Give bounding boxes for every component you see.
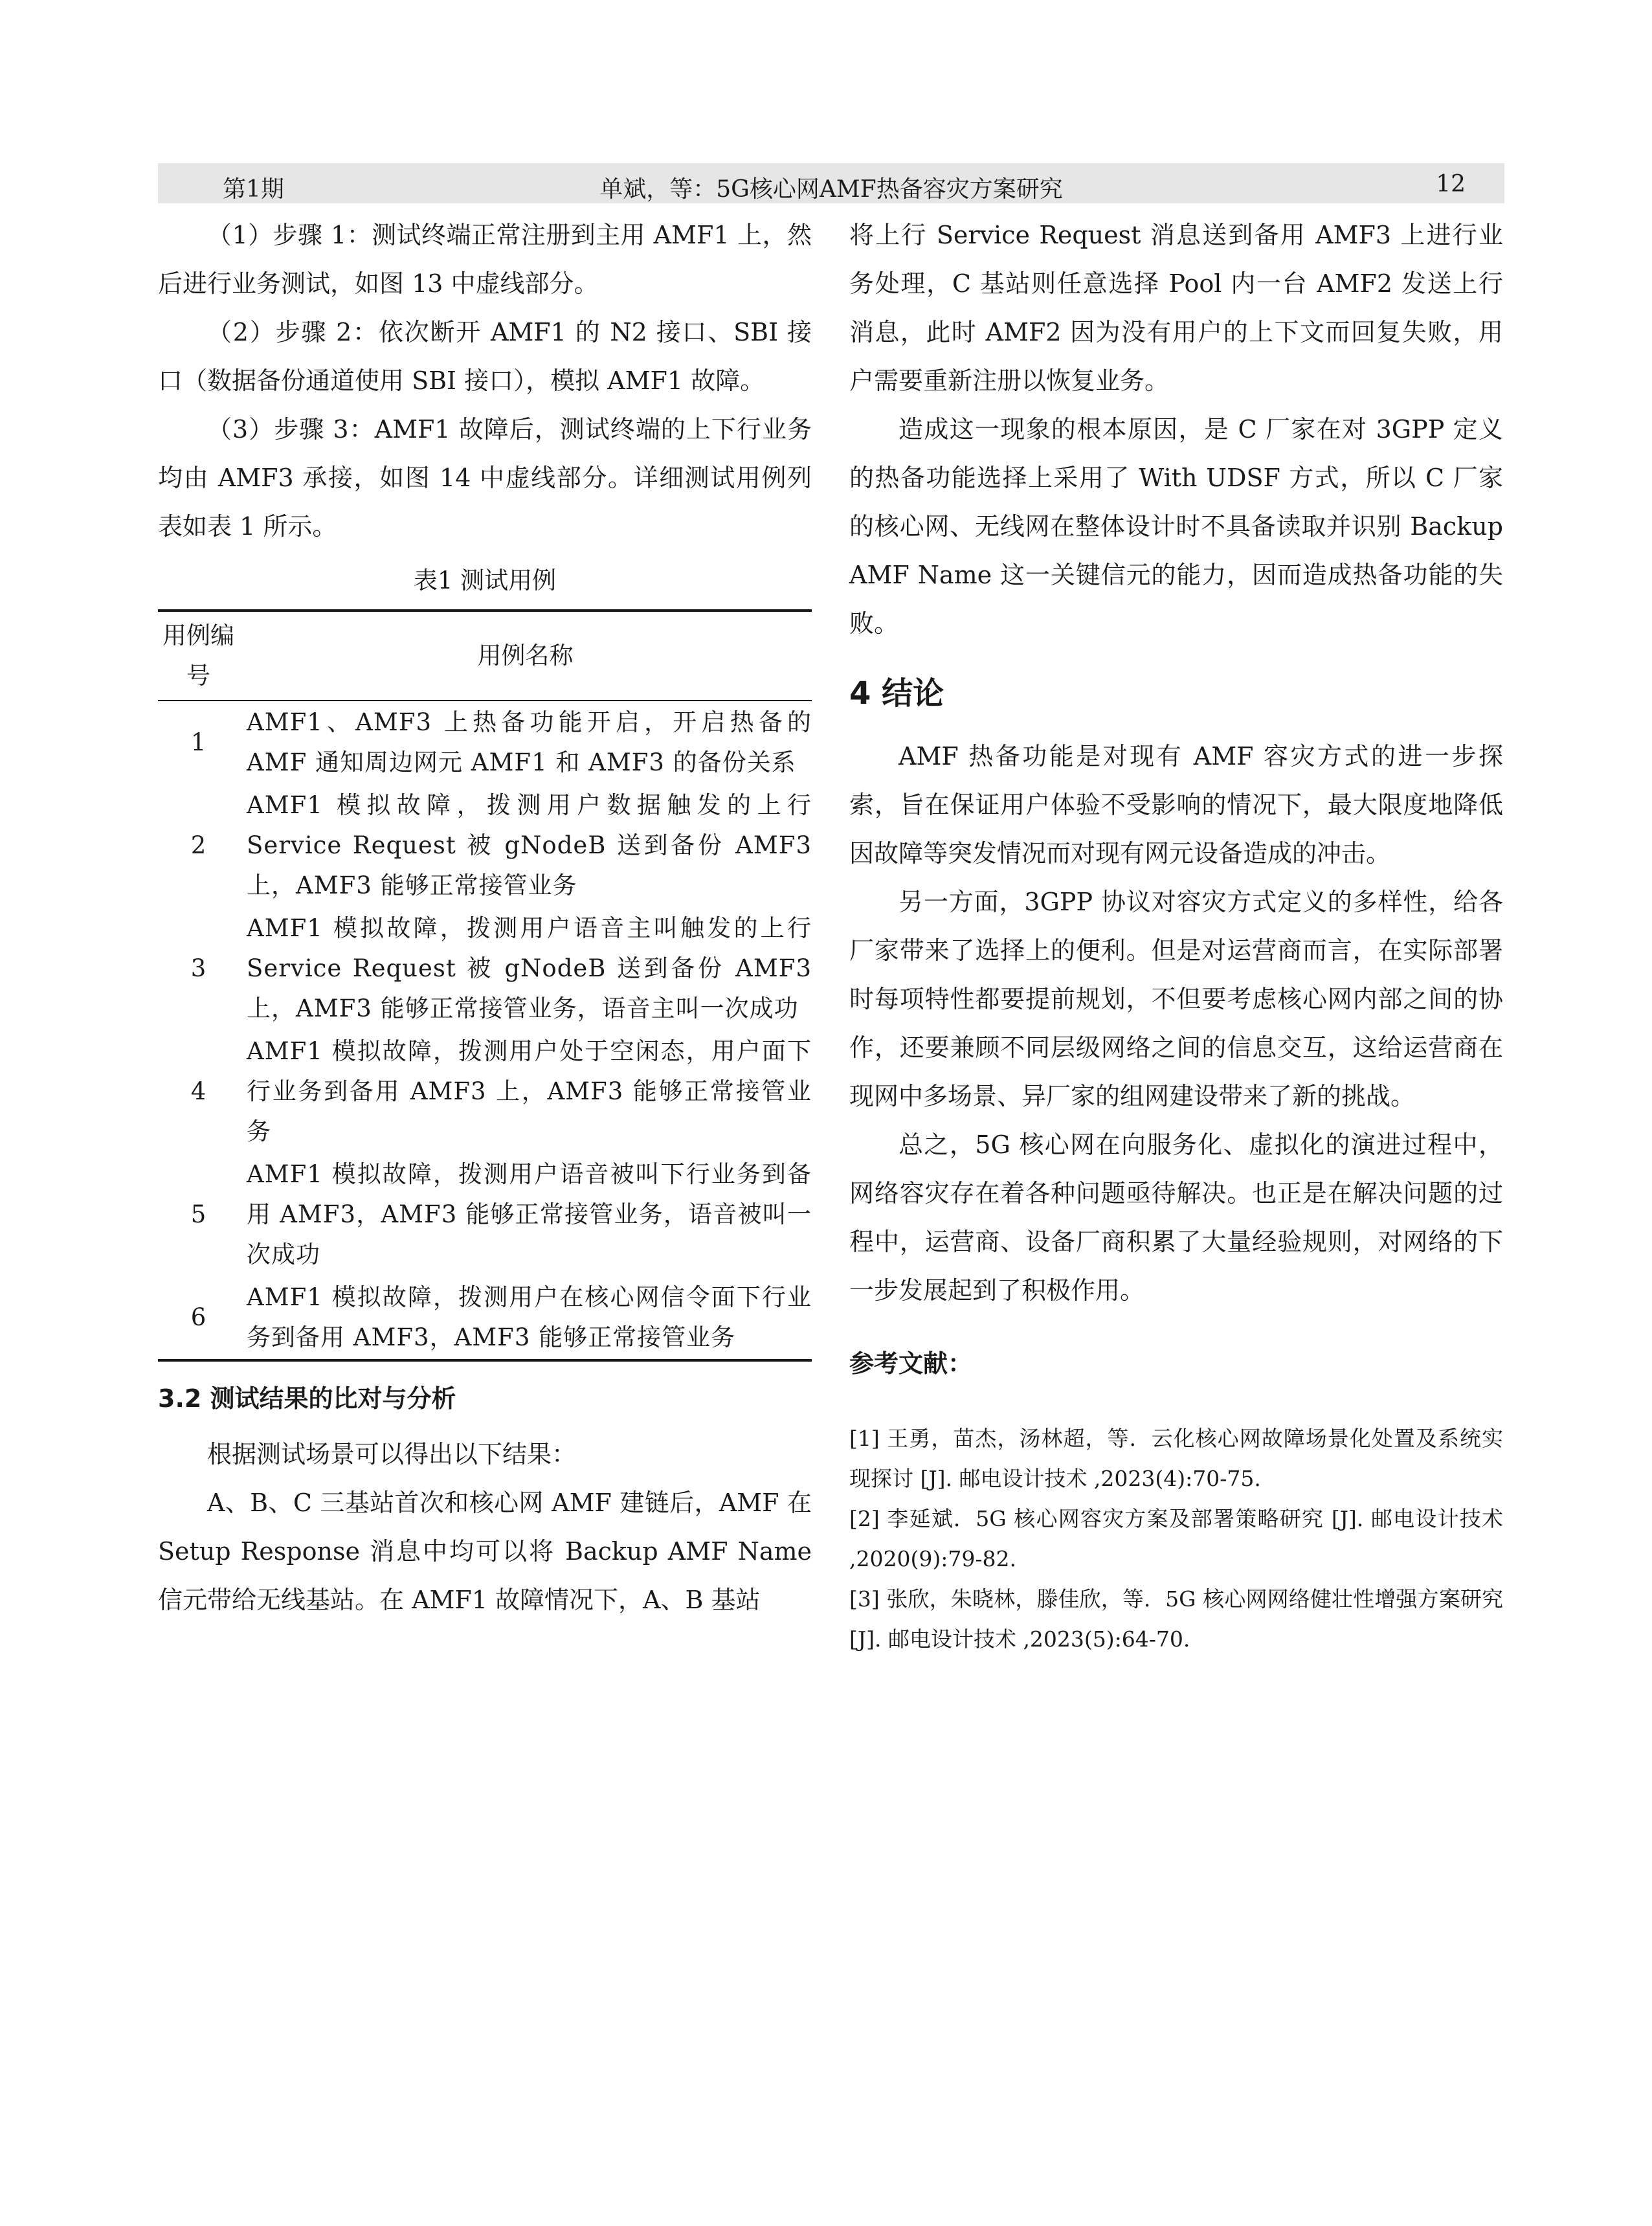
- case-name: AMF1 模拟故障，拨测用户在核心网信令面下行业务到备用 AMF3，AMF3 能够正常接管业务: [247, 1283, 812, 1351]
- left-column: [158, 211, 812, 1625]
- table-caption: 表1 测试用例: [413, 567, 557, 594]
- case-number: 6: [190, 1303, 206, 1331]
- conclusion-paragraph-1: AMF 热备功能是对现有 AMF 容灾方式的进一步探索，旨在保证用户体验不受影响的情况下，最大限度地降低因故障等突发情况而对现有网元设备造成的冲击。: [849, 742, 1503, 868]
- reference-item-3: [3] 张欣，朱晓林，滕佳欣，等．5G 核心网网络健壮性增强方案研究 [J]. 邮电设计技术 ,2023(5):64-70.: [849, 1586, 1503, 1652]
- table-row: [158, 784, 812, 907]
- case-number: 2: [190, 831, 206, 859]
- column-header-number: 用例编号: [162, 622, 234, 690]
- reference-item-2: [2] 李延斌．5G 核心网容灾方案及部署策略研究 [J]. 邮电设计技术 ,2020(9):79-82.: [849, 1506, 1503, 1571]
- conclusion-paragraph-2: 另一方面，3GPP 协议对容灾方式定义的多样性，给各厂家带来了选择上的便利。但是对运营商而言，在实际部署时每项特性都要提前规划，不但要考虑核心网内部之间的协作，还要兼顾不同层级网络之间的信息交互，这给运营商在现网中多场景、异厂家的组网建设带来了新的挑战。: [849, 888, 1503, 1110]
- conclusion-paragraph-3: 总之，5G 核心网在向服务化、虚拟化的演进过程中，网络容灾存在着各种问题亟待解决。也正是在解决问题的过程中，运营商、设备厂商积累了大量经验规则，对网络的下一步发展起到了积极作用。: [849, 1130, 1503, 1305]
- table-row: [158, 1030, 812, 1153]
- results-continued-paragraph: 将上行 Service Request 消息送到备用 AMF3 上进行业务处理，C 基站则任意选择 Pool 内一台 AMF2 发送上行消息，此时 AMF2 因为没有用户的上下文而回复失败，用户需要重新注册以恢复业务。: [849, 221, 1503, 395]
- case-number: 5: [190, 1200, 206, 1228]
- results-paragraph: A、B、C 三基站首次和核心网 AMF 建链后，AMF 在 Setup Response 消息中均可以将 Backup AMF Name 信元带给无线基站。在 AMF1 故障情况下，A、B 基站: [158, 1489, 812, 1614]
- test-case-table: [158, 609, 812, 1362]
- case-number: 1: [190, 728, 206, 756]
- table-row: [158, 907, 812, 1030]
- case-name: AMF1 模拟故障，拨测用户数据触发的上行 Service Request 被 gNodeB 送到备份 AMF3 上，AMF3 能够正常接管业务: [247, 791, 812, 899]
- case-name: AMF1 模拟故障，拨测用户语音主叫触发的上行 Service Request 被 gNodeB 送到备份 AMF3 上，AMF3 能够正常接管业务，语音主叫一次成功: [247, 914, 812, 1022]
- table-header-row: [158, 611, 812, 701]
- step-1-paragraph: （1）步骤 1：测试终端正常注册到主用 AMF1 上，然后进行业务测试，如图 13 中虚线部分。: [158, 221, 812, 298]
- table-row: [158, 1276, 812, 1360]
- section-4-heading: 4 结论: [849, 675, 944, 712]
- reference-item-1: [1] 王勇，苗杰，汤林超，等．云化核心网故障场景化处置及系统实现探讨 [J]. 邮电设计技术 ,2023(4):70-75.: [849, 1426, 1503, 1491]
- root-cause-paragraph: 造成这一现象的根本原因，是 C 厂家在对 3GPP 定义的热备功能选择上采用了 With UDSF 方式，所以 C 厂家的核心网、无线网在整体设计时不具备读取并识别 Backup AMF Name 这一关键信元的能力，因而造成热备功能的失败。: [849, 415, 1503, 638]
- step-3-paragraph: （3）步骤 3：AMF1 故障后，测试终端的上下行业务均由 AMF3 承接，如图 14 中虚线部分。详细测试用例列表如表 1 所示。: [158, 415, 812, 541]
- issue-label: 第1期: [223, 176, 284, 203]
- case-number: 3: [190, 954, 206, 982]
- results-intro-paragraph: 根据测试场景可以得出以下结果：: [207, 1440, 577, 1468]
- case-name: AMF1 模拟故障，拨测用户语音被叫下行业务到备用 AMF3，AMF3 能够正常接管业务，语音被叫一次成功: [247, 1160, 812, 1268]
- references-heading: 参考文献：: [849, 1349, 973, 1378]
- column-header-name: 用例名称: [477, 642, 574, 669]
- case-name: AMF1 模拟故障，拨测用户处于空闲态，用户面下行业务到备用 AMF3 上，AMF3 能够正常接管业务: [247, 1037, 812, 1145]
- case-number: 4: [190, 1077, 206, 1105]
- running-header: [158, 163, 1504, 203]
- running-title: 单斌，等：5G核心网AMF热备容灾方案研究: [599, 176, 1063, 203]
- page-number: 12: [1436, 171, 1466, 197]
- case-name: AMF1、AMF3 上热备功能开启，开启热备的 AMF 通知周边网元 AMF1 和 AMF3 的备份关系: [247, 708, 812, 776]
- section-3-2-heading: 3.2 测试结果的比对与分析: [158, 1384, 456, 1413]
- right-column: [849, 211, 1503, 1659]
- step-2-paragraph: （2）步骤 2：依次断开 AMF1 的 N2 接口、SBI 接口（数据备份通道使用 SBI 接口），模拟 AMF1 故障。: [158, 318, 812, 395]
- table-row: [158, 701, 812, 784]
- table-row: [158, 1153, 812, 1276]
